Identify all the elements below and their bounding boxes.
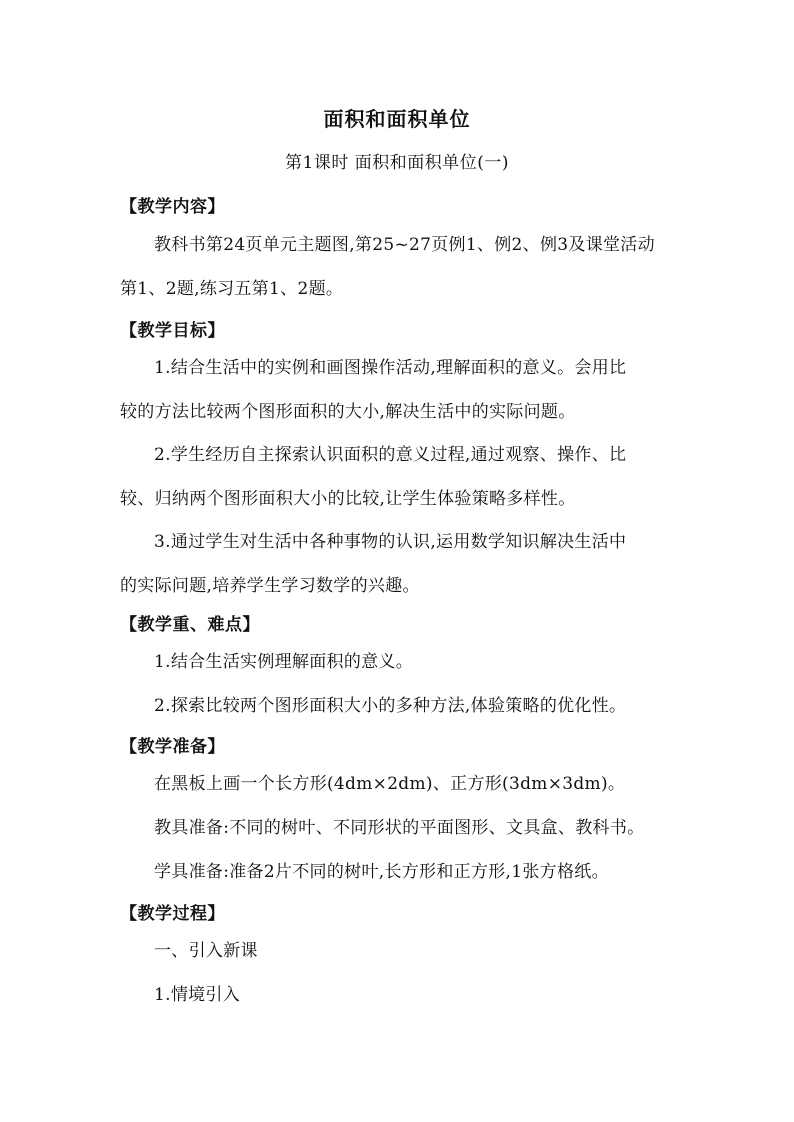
key-point-2	[120, 684, 680, 728]
paragraph-line: 3.通过学生对生活中各种事物的认识,运用数学知识解决生活中	[154, 532, 627, 552]
section-heading-preparation: 【教学准备】	[120, 737, 225, 757]
goal-paragraph-3	[120, 520, 680, 608]
goal-paragraph-2	[120, 433, 680, 521]
paragraph-line: 学具准备:准备2片不同的树叶,长方形和正方形,1张方格纸。	[154, 862, 609, 882]
teaching-content-paragraph	[120, 223, 680, 311]
process-step-2	[120, 973, 680, 1017]
process-step-1	[120, 929, 680, 973]
paragraph-line: 2.学生经历自主探索认识面积的意义过程,通过观察、操作、比	[154, 445, 627, 465]
lesson-subtitle: 第1课时 面积和面积单位(一)	[285, 153, 509, 173]
paragraph-line: 第1、2题,练习五第1、2题。	[120, 279, 344, 299]
paragraph-line: 教具准备:不同的树叶、不同形状的平面图形、文具盒、教科书。	[154, 818, 645, 838]
section-heading-teaching-content: 【教学内容】	[120, 197, 225, 217]
section-heading-process: 【教学过程】	[120, 904, 225, 924]
goal-paragraph-1	[120, 346, 680, 434]
paragraph-line: 的实际问题,培养学生学习数学的兴趣。	[120, 576, 420, 596]
paragraph-line: 1.结合生活中的实例和画图操作活动,理解面积的意义。会用比	[154, 358, 627, 378]
paragraph-line: 较、归纳两个图形面积大小的比较,让学生体验策略多样性。	[120, 489, 576, 509]
paragraph-line: 1.结合生活实例理解面积的意义。	[154, 652, 414, 672]
document-title: 面积和面积单位	[323, 107, 471, 131]
paragraph-line: 2.探索比较两个图形面积大小的多种方法,体验策略的优化性。	[154, 696, 627, 716]
paragraph-line: 教科书第24页单元主题图,第25~27页例1、例2、例3及课堂活动	[154, 235, 655, 255]
section-heading-key-points: 【教学重、难点】	[120, 615, 260, 635]
paragraph-line: 在黑板上画一个长方形(4dm×2dm)、正方形(3dm×3dm)。	[154, 774, 626, 794]
preparation-item-3	[120, 850, 680, 894]
preparation-item-2	[120, 806, 680, 850]
preparation-item-1	[120, 762, 680, 806]
paragraph-line: 一、引入新课	[154, 941, 258, 961]
paragraph-line: 1.情境引入	[154, 985, 241, 1005]
section-heading-teaching-goals: 【教学目标】	[120, 321, 225, 341]
key-point-1	[120, 640, 680, 684]
paragraph-line: 较的方法比较两个图形面积的大小,解决生活中的实际问题。	[120, 402, 576, 422]
